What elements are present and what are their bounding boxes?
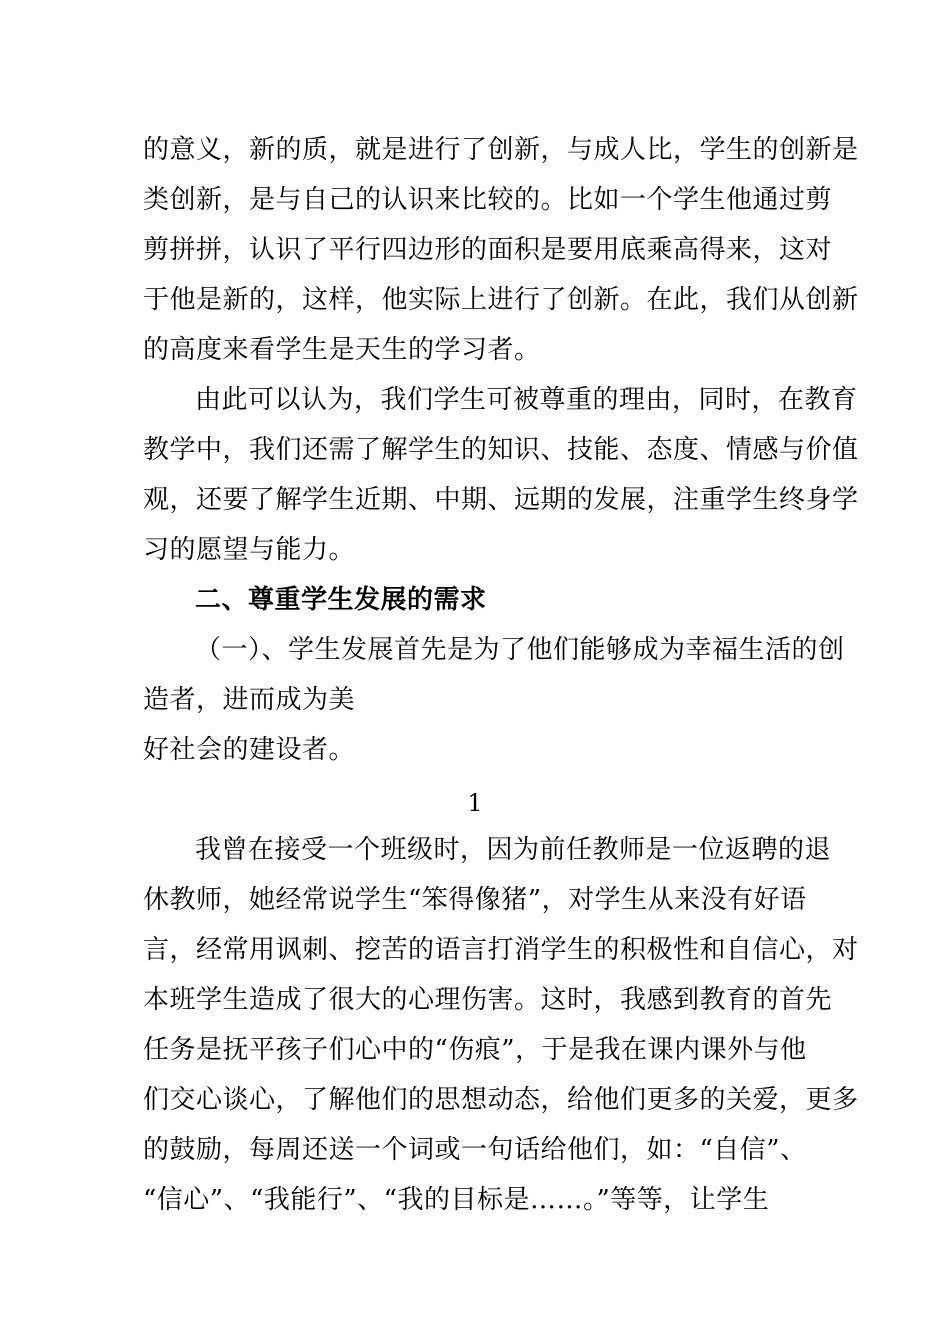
paragraph-line: 言，经常用讽刺、挖苦的语言打消学生的积极性和自信心，对 — [143, 935, 859, 965]
paragraph-line: 休教师，她经常说学生“笨得像猪”，对学生从来没有好语 — [143, 885, 807, 915]
paragraph-line: 的意义，新的质，就是进行了创新，与成人比，学生的创新是 — [143, 135, 859, 165]
paragraph-line: 类创新，是与自己的认识来比较的。比如一个学生他通过剪 — [143, 185, 833, 215]
paragraph-line: 们交心谈心，了解他们的思想动态，给他们更多的关爱，更多 — [143, 1085, 859, 1115]
paragraph-line: 于他是新的，这样，他实际上进行了创新。在此，我们从创新 — [143, 285, 859, 315]
paragraph-line: 观，还要了解学生近期、中期、远期的发展，注重学生终身学 — [143, 485, 859, 515]
paragraph-line: 的鼓励，每周还送一个词或一句话给他们，如：“自信”、 — [143, 1135, 807, 1165]
paragraph-line: 习的愿望与能力。 — [143, 535, 356, 565]
paragraph-first-line: 我曾在接受一个班级时，因为前任教师是一位返聘的退 — [195, 835, 832, 865]
paragraph-line: 本班学生造成了很大的心理伤害。这时，我感到教育的首先 — [143, 985, 833, 1015]
paragraph-line: 教学中，我们还需了解学生的知识、技能、态度、情感与价值 — [143, 435, 859, 465]
paragraph-line: 的高度来看学生是天生的学习者。 — [143, 335, 541, 365]
paragraph-line: 剪拼拼，认识了平行四边形的面积是要用底乘高得来，这对 — [143, 235, 833, 265]
section-heading: 二、尊重学生发展的需求 — [195, 585, 487, 615]
paragraph-line: “信心”、“我能行”、“我的目标是……。”等等，让学生 — [143, 1185, 770, 1215]
paragraph-first-line: 由此可以认为，我们学生可被尊重的理由，同时，在教育 — [195, 385, 858, 415]
page-number: 1 — [467, 789, 483, 817]
paragraph-line: 好社会的建设者。 — [143, 735, 356, 765]
paragraph-first-line: （一）、学生发展首先是为了他们能够成为幸福生活的创 — [195, 635, 845, 665]
paragraph-line: 造者，进而成为美 — [143, 685, 356, 715]
paragraph-line: 任务是抚平孩子们心中的“伤痕”，于是我在课内课外与他 — [143, 1035, 807, 1065]
